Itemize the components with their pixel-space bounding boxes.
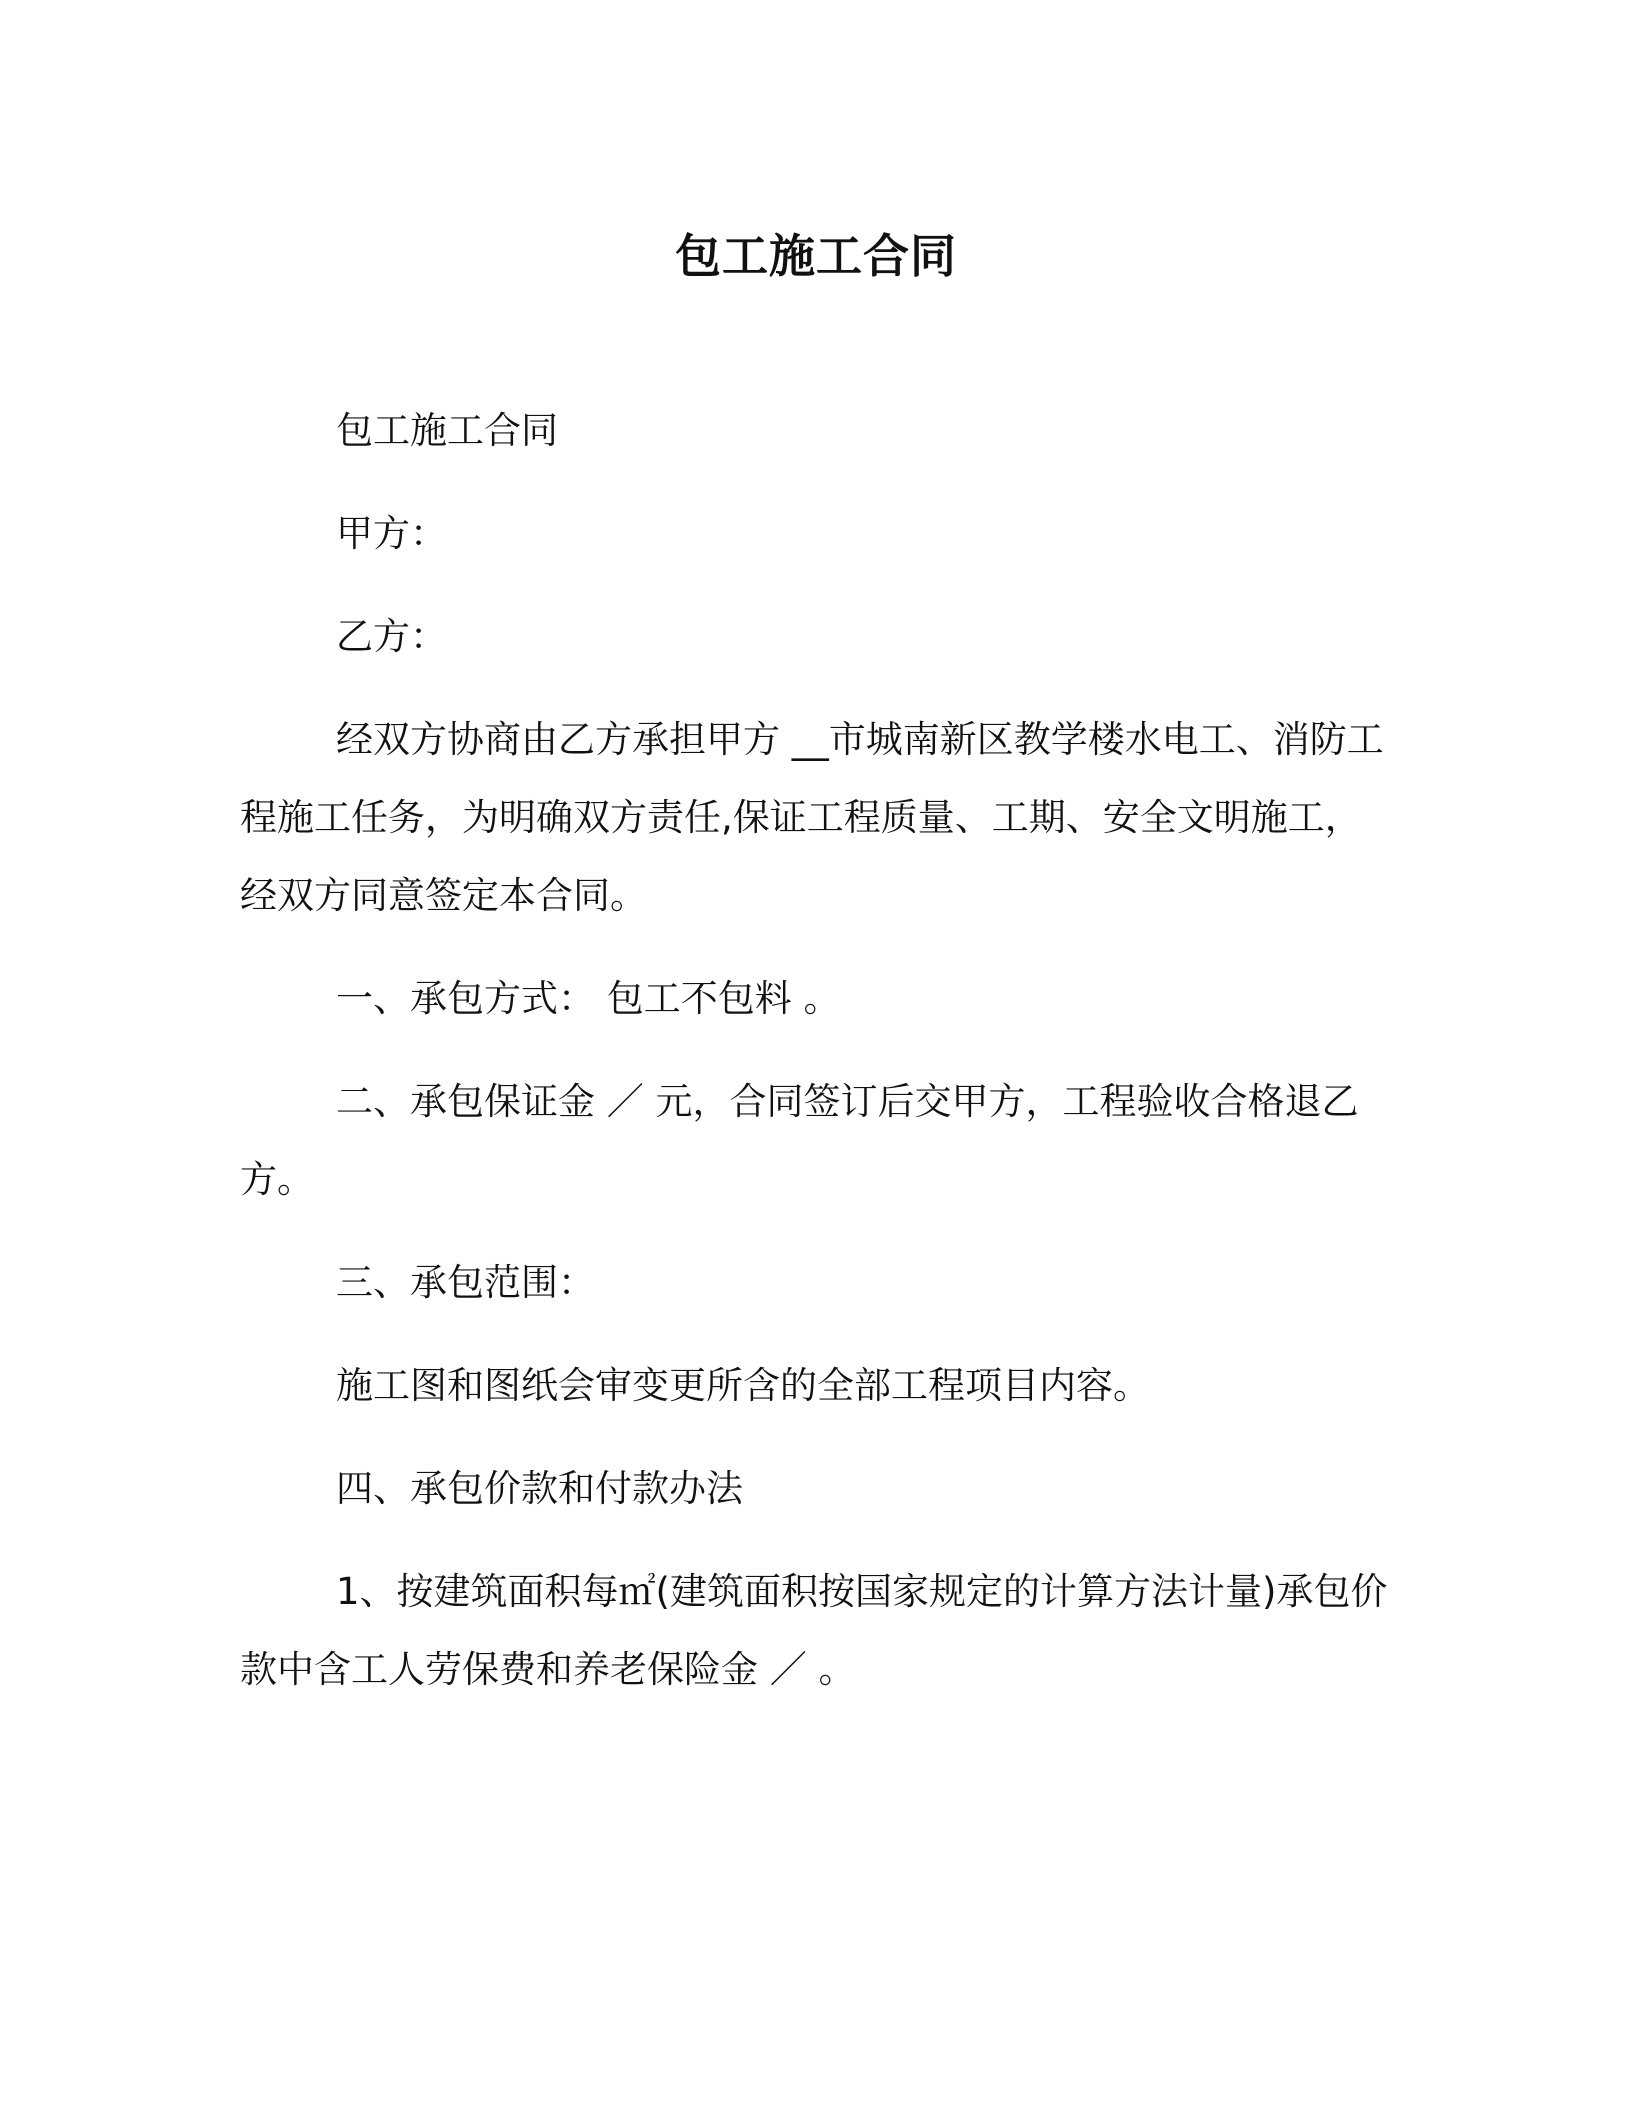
paragraph-clause-2: 二、承包保证金 ／ 元，合同签订后交甲方，工程验收合格退乙方。	[240, 1080, 1359, 1201]
paragraph-scope: 施工图和图纸会审变更所含的全部工程项目内容。	[336, 1364, 1150, 1407]
paragraph-clause-3: 三、承包范围：	[336, 1261, 595, 1304]
paragraph-intro: 经双方协商由乙方承担甲方 __市城南新区教学楼水电工、消防工程施工任务，为明确双方责任,保证工程质量、工期、安全文明施工，经双方同意签定本合同。	[240, 718, 1384, 917]
paragraph-party-a: 甲方：	[336, 512, 447, 555]
paragraph-clause-4: 四、承包价款和付款办法	[336, 1467, 743, 1510]
document-title: 包工施工合同	[675, 229, 957, 283]
paragraph-heading: 包工施工合同	[336, 409, 558, 452]
paragraph-price: 1、按建筑面积每㎡(建筑面积按国家规定的计算方法计量)承包价款中含工人劳保费和养老保险金 ／ 。	[240, 1570, 1388, 1691]
paragraph-party-b: 乙方：	[336, 615, 447, 658]
paragraph-clause-1: 一、承包方式： 包工不包料 。	[336, 977, 841, 1020]
document-body	[240, 392, 1395, 1734]
